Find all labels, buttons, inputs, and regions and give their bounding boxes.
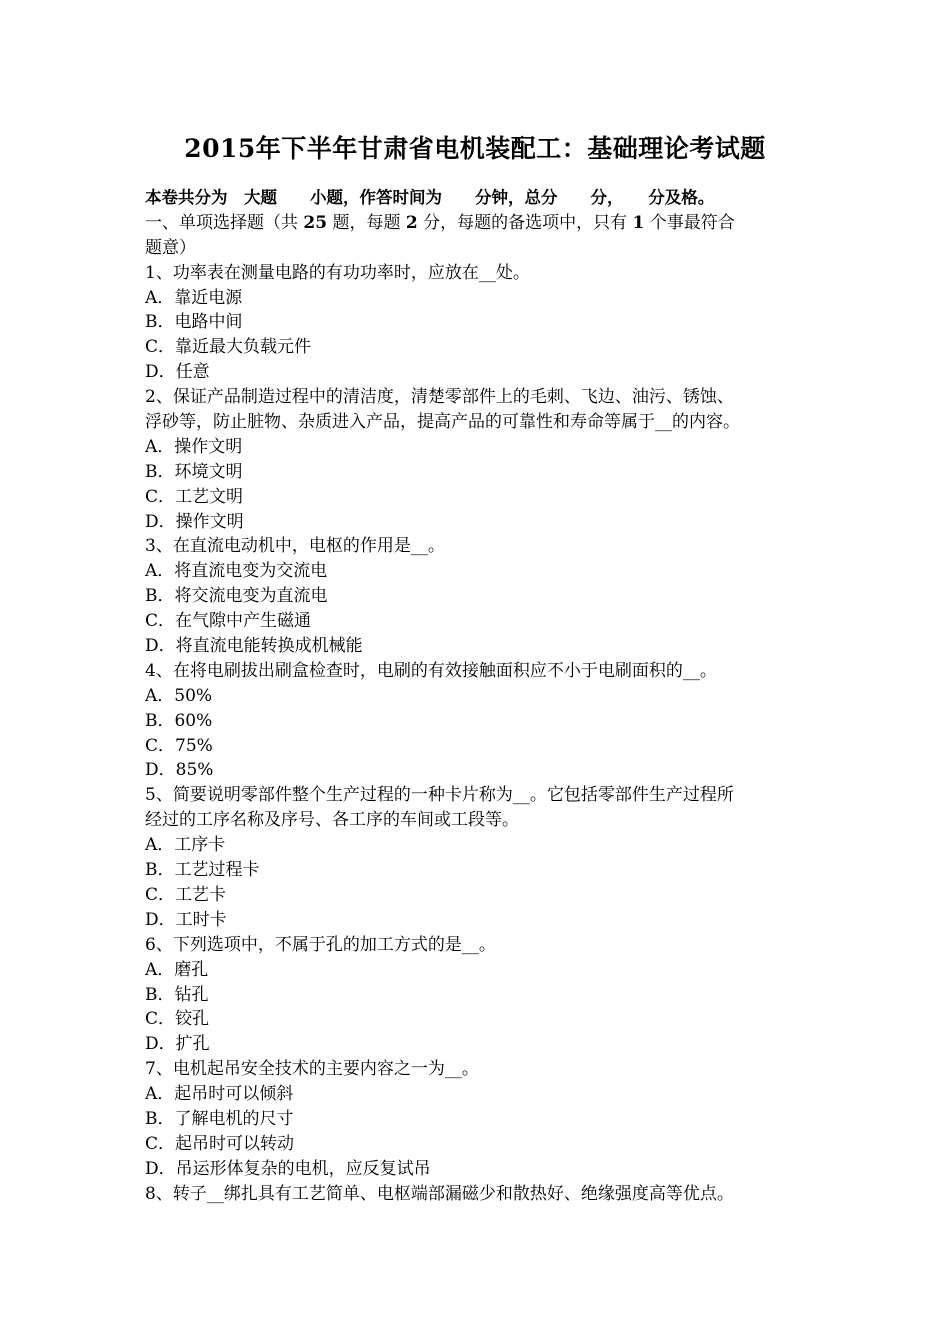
question-item [145, 1057, 810, 1181]
points-per-question: 2 [405, 212, 418, 233]
answer-option: D．85% [145, 760, 214, 781]
question-stem: 浮砂等，防止脏物、杂质进入产品，提高产品的可靠性和寿命等属于__的内容。 [145, 412, 740, 433]
question-stem: 1、功率表在测量电路的有功功率时，应放在__处。 [145, 262, 530, 283]
section-heading-continued: 题意） [145, 237, 196, 258]
answer-option: B．电路中间 [145, 312, 243, 333]
question-item [145, 659, 810, 783]
answer-option: A．操作文明 [145, 436, 243, 457]
answer-option: C．工艺卡 [145, 884, 227, 905]
answer-option: D．吊运形体复杂的电机，应反复试吊 [145, 1158, 431, 1179]
answer-option: C．铰孔 [145, 1009, 210, 1030]
answer-option: B．工艺过程卡 [145, 860, 260, 881]
answer-option: D．任意 [145, 362, 210, 383]
question-stem: 3、在直流电动机中，电枢的作用是__。 [145, 536, 445, 557]
answer-option: A．起吊时可以倾斜 [145, 1084, 294, 1105]
answer-option: D．将直流电能转换成机械能 [145, 636, 363, 657]
answer-option: B．了解电机的尺寸 [145, 1108, 294, 1129]
question-stem: 2、保证产品制造过程中的清洁度，清楚零部件上的毛刺、飞边、油污、锈蚀、 [145, 387, 734, 408]
answer-option: B．环境文明 [145, 461, 243, 482]
question-stem: 5、简要说明零部件整个生产过程的一种卡片称为__。它包括零部件生产过程所 [145, 785, 734, 806]
exam-info: 本卷共分为 大题 小题，作答时间为 分钟，总分 分， 分及格。 [145, 188, 715, 207]
answer-option: A．工序卡 [145, 835, 226, 856]
answer-option: C．起吊时可以转动 [145, 1133, 295, 1154]
answer-option: D．扩孔 [145, 1034, 210, 1055]
question-stem: 4、在将电刷拔出刷盒检查时，电刷的有效接触面积应不小于电刷面积的__。 [145, 660, 717, 681]
question-list [145, 261, 810, 1207]
question-item [145, 534, 810, 658]
question-stem: 6、下列选项中，不属于孔的加工方式的是__。 [145, 934, 496, 955]
section-heading [145, 211, 810, 236]
section-heading-text: 一、单项选择题（共 [145, 212, 304, 233]
answer-option: D．操作文明 [145, 511, 244, 532]
answer-option: A．磨孔 [145, 959, 209, 980]
answer-option: A．50% [145, 685, 213, 706]
question-stem: 7、电机起吊安全技术的主要内容之一为__。 [145, 1059, 479, 1080]
answer-option: A．靠近电源 [145, 287, 243, 308]
question-item [145, 1182, 810, 1207]
answer-option: B．钻孔 [145, 984, 209, 1005]
answer-option: C．75% [145, 735, 213, 756]
question-item [145, 261, 810, 385]
section-heading-text: 个事最符合 [644, 212, 735, 233]
document-body [145, 186, 810, 1207]
question-count: 25 [303, 212, 328, 233]
answer-option: A．将直流电变为交流电 [145, 561, 328, 582]
document-title: 2015年下半年甘肃省电机装配工：基础理论考试题 [184, 134, 766, 163]
answer-option: C．靠近最大负载元件 [145, 337, 312, 358]
answer-option: B．将交流电变为直流电 [145, 586, 328, 607]
question-stem: 经过的工序名称及序号、各工序的车间或工段等。 [145, 810, 519, 831]
section-heading-text: 分，每题的备选项中，只有 [417, 212, 633, 233]
answer-count: 1 [632, 212, 645, 233]
question-item [145, 783, 810, 932]
answer-option: C．在气隙中产生磁通 [145, 611, 312, 632]
answer-option: C．工艺文明 [145, 486, 244, 507]
answer-option: D．工时卡 [145, 909, 227, 930]
question-item [145, 385, 810, 534]
question-stem: 8、转子__绑扎具有工艺简单、电枢端部漏磁少和散热好、绝缘强度高等优点。 [145, 1183, 734, 1204]
section-heading-text: 题，每题 [327, 212, 406, 233]
answer-option: B．60% [145, 710, 213, 731]
question-item [145, 933, 810, 1057]
